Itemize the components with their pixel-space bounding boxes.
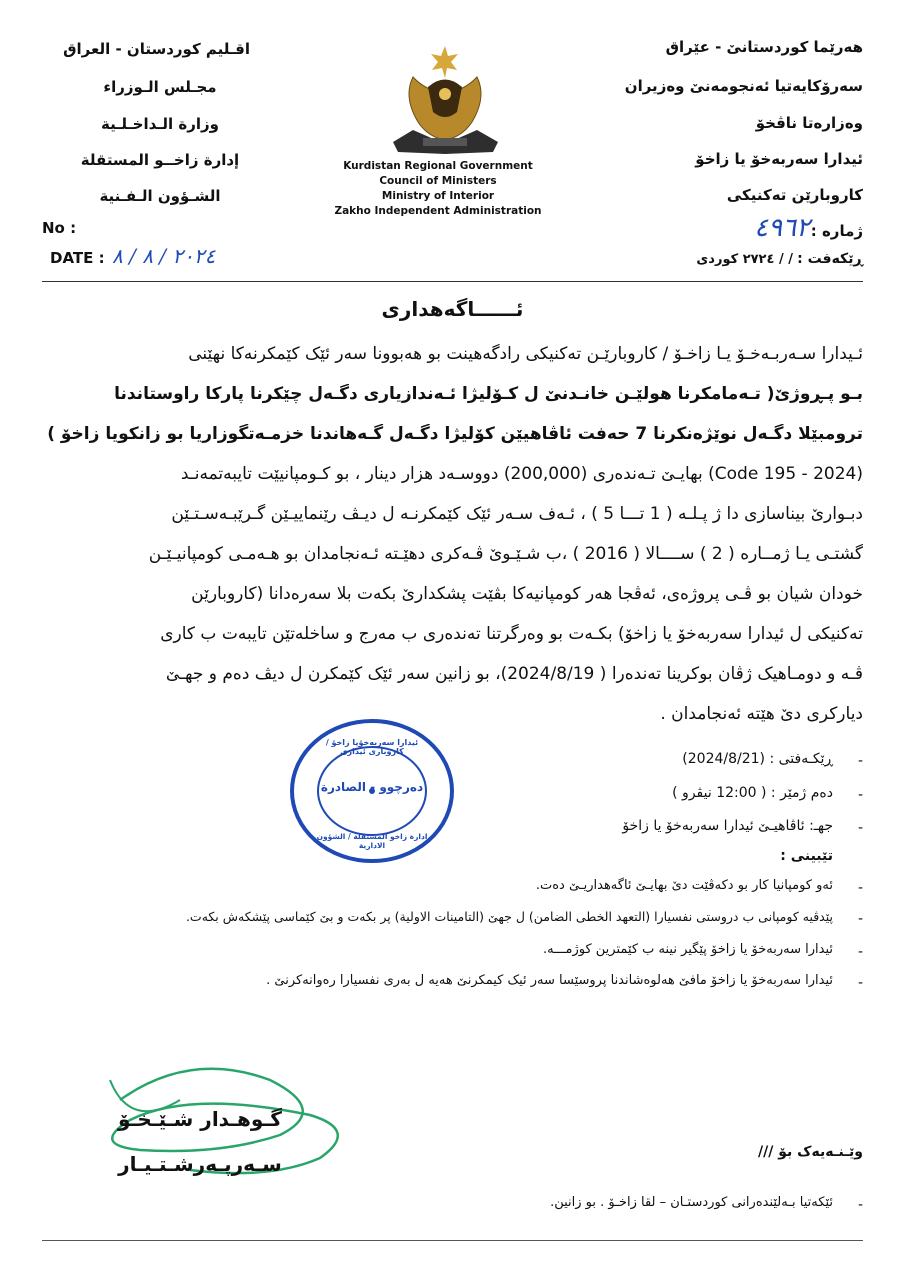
header-en-government: Kurdistan Regional Government — [343, 160, 533, 172]
official-stamp — [287, 716, 457, 866]
list-bullet: - — [857, 753, 863, 769]
schedule-date: ڕێکـەفتی : (2024/8/21) — [682, 751, 833, 767]
body-line: تەکنیکی ل ئیدارا سەربەخۆ یا زاخۆ) بکـەت بو وەرگرتنا تەندەری ب مەرج و ساخلەتێن تایبەت ب کاری — [160, 624, 863, 644]
note-item: ئیدارا سەربەخۆ یا زاخۆ پێگیر نینە ب کێمترین کوژمـــە. — [542, 942, 833, 957]
body-line: دیارکری دێ هێتە ئەنجامدان . — [660, 704, 863, 724]
note-item: ئیدارا سەربەخۆ یا زاخۆ مافێ هەلوەشاندنا پروسێسا سەر ئیک کیمکرنێ هەیە ل بەری نفسیارا رەوانەکرنێ . — [266, 973, 833, 988]
ku-date-value: / / ٢٧٢٤ کوردی — [696, 252, 793, 267]
note-item: پێدڤیە کومپانی ب دروستی نفسیارا (التعهد الخطی الضامن) ل جهێ (التامینات الاولیة) پر بکەت و بێ کێماسی پێشکەش بکەت. — [185, 909, 833, 924]
list-bullet: - — [857, 944, 863, 960]
stamp-outer-text: ئیدارا سەربەخۆیا زاخۆ / کاروباری ئیداری — [325, 738, 419, 756]
body-line: خودان شیان بو ڤـی پروژەی، ئەڤجا هەر کومپانیەکا بڤێت پشکدارێ بکەت بلا سەرەدانا (کاروبارێن — [191, 584, 863, 604]
header-en-council: Council of Ministers — [379, 175, 497, 187]
note-item: ئەو کومپانیا کار بو دکەڤێت دێ بهایـێ ئاگەهداریـێ دەت. — [535, 878, 833, 893]
ku-no-value: ٤٩٦٢ — [754, 213, 810, 243]
list-bullet: - — [857, 1197, 863, 1213]
header-ku-ministry: وەزارەتا ناڤخۆ — [755, 114, 863, 132]
notes-heading: تێبینی : — [780, 848, 833, 864]
list-bullet: - — [857, 880, 863, 896]
header-en-ministry: Ministry of Interior — [381, 190, 495, 202]
header-ar-ministry: وزارة الـداخـلـية — [101, 115, 219, 133]
ref-date-label: DATE : — [50, 249, 105, 267]
copy-recipient: ئێکەتیا بـەلێندەرانی کوردستـان – لقا زاخـۆ . بو زانین. — [550, 1195, 833, 1210]
kurdistan-emblem-icon — [383, 42, 508, 157]
list-bullet: - — [857, 911, 863, 927]
signatory-title: سـەرپـەرشـتـیـار — [118, 1152, 282, 1176]
header-en-admin: Zakho Independent Administration — [334, 205, 542, 217]
header-ar-council: مجـلس الـوزراء — [103, 78, 217, 96]
header-ku-council: سەرۆکایەتیا ئەنجومەنێ وەزیران — [624, 77, 863, 95]
ref-date-value: ٢٠٢٤ / ٨ / ٨ — [112, 244, 216, 268]
schedule-time: دەم ژمێر : ( 12:00 نیڤرو ) — [672, 785, 833, 801]
schedule-location: جهـ: ئاڤاهیـێ ئیدارا سەربەخۆ یا زاخۆ — [622, 818, 833, 834]
header-ku-region: هەرێما کوردستانێ - عێراق — [665, 38, 863, 56]
list-bullet: - — [857, 820, 863, 836]
body-line: ڤـە و دومـاهیک ژڤان بوکرینا تەندەرا ( 2024/8/19)، بو زانین سەر ئێک کێمکرن ل دیڤ دەم و جهـێ — [165, 664, 863, 684]
ref-no-label: No : — [42, 219, 77, 237]
ku-no-label: ژمارە : — [810, 222, 863, 240]
signatory-name: گـوهـدار شـێـخـۆ — [118, 1107, 282, 1131]
body-line: (Code 195 - 2024) بهایـێ تـەندەری (200,000) دووسـەد هزار دینار ، بو کـومپانیێت تایبەتمەنـد — [180, 464, 863, 484]
stamp-inner-text: دەرچوو - الصادرة — [320, 780, 424, 794]
stamp-bottom-text: ادارة زاخو المستقلة / الشؤون الادارية — [316, 832, 428, 850]
header-ku-department: کاروبارێن تەکنیکی — [726, 186, 863, 204]
ku-date-label: ڕێکەفت : — [797, 251, 863, 267]
header-ku-admin: ئیدارا سەربەخۆ یا زاخۆ — [695, 150, 863, 168]
document-title: ئــــــاگەهداری — [381, 297, 524, 321]
list-bullet: - — [857, 975, 863, 991]
copies-label: وێـنـەیەک بۆ /// — [758, 1144, 863, 1160]
header-ar-department: الشـؤون الـفـنية — [99, 187, 221, 205]
list-bullet: - — [857, 787, 863, 803]
body-line: بـو پـڕوژێ( تـەمامکرنا هولێـن خانـدنێ ل کـۆلیژا ئـەندازیاری دگـەل چێکرنا پارکا راوستاندنا — [114, 384, 863, 404]
body-line: ئـیدارا سـەربـەخـۆ یـا زاخـۆ / کاروبارێـن تەکنیکی رادگەهینت بو هەبوونا سەر ئێک کێمکرنەکا نهێنی — [188, 344, 863, 364]
header-ar-region: اقـليم كوردستان - العراق — [63, 40, 250, 58]
header-divider — [42, 281, 863, 282]
body-line: دبـوارێ بیناسازی دا ژ پـلـە ( 1 تـــا 5 ) ، ئـەف سـەر ئێک کێمکرنـە ل دیـڤ رێنماییـێن گـرێبـەسـتـێن — [171, 504, 863, 524]
header-ar-admin: إدارة زاخــو المستقلة — [80, 151, 240, 169]
footer-divider — [42, 1240, 863, 1241]
body-line: ترومبێلا دگـەل نوێژەنکرنا 7 حەفت ئاڤاهیێن کۆلیژا دگـەل گـەهاندنا خزمـەتگوزاریا بو زانکویا زاخۆ ) — [47, 424, 863, 444]
body-line: گشتـی یـا ژمــارە ( 2 ) ســــالا ( 2016 ) ،ب شـێـوێ ڤـەکری دهێـتە ئـەنجامدان بو هـەمـی کومپانیـێـن — [148, 544, 863, 564]
